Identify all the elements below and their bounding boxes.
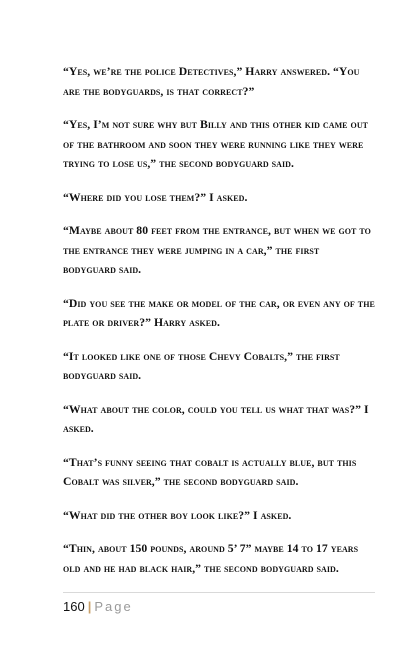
paragraph-3: “Where did you lose them?” I asked. [63, 190, 248, 204]
page-footer [63, 592, 375, 614]
paragraph-7: “What about the color, could you tell us what that was?” I asked. [63, 402, 369, 435]
page-body [63, 62, 375, 592]
paragraph-2: “Yes, I’m not sure why but Billy and this other kid came out of the bathroom and soon they were running like they were trying to lose us,” the second bodyguard said. [63, 118, 369, 170]
page-label: Page [94, 599, 133, 614]
paragraph-5: “Did you see the make or model of the car, or even any of the plate or driver?” Harry asked. [63, 296, 375, 329]
paragraph-10: “Thin, about 150 pounds, around 5’ 7” maybe 14 to 17 years old and he had black hair,” the second bodyguard said. [63, 542, 359, 575]
footer-separator: | [87, 599, 92, 614]
paragraph-4: “Maybe about 80 feet from the entrance, but when we got to the entrance they were jumping in a car,” the first bodyguard said. [63, 224, 371, 276]
page-number: 160 [63, 599, 85, 614]
paragraph-8: “That’s funny seeing that cobalt is actually blue, but this Cobalt was silver,” the second bodyguard said. [63, 455, 357, 488]
paragraph-1: “Yes, we’re the police Detectives,” Harry answered. “You are the bodyguards, is that correct?” [63, 65, 360, 98]
paragraph-6: “It looked like one of those Chevy Cobalts,” the first bodyguard said. [63, 349, 340, 382]
paragraph-9: “What did the other boy look like?” I asked. [63, 508, 292, 522]
